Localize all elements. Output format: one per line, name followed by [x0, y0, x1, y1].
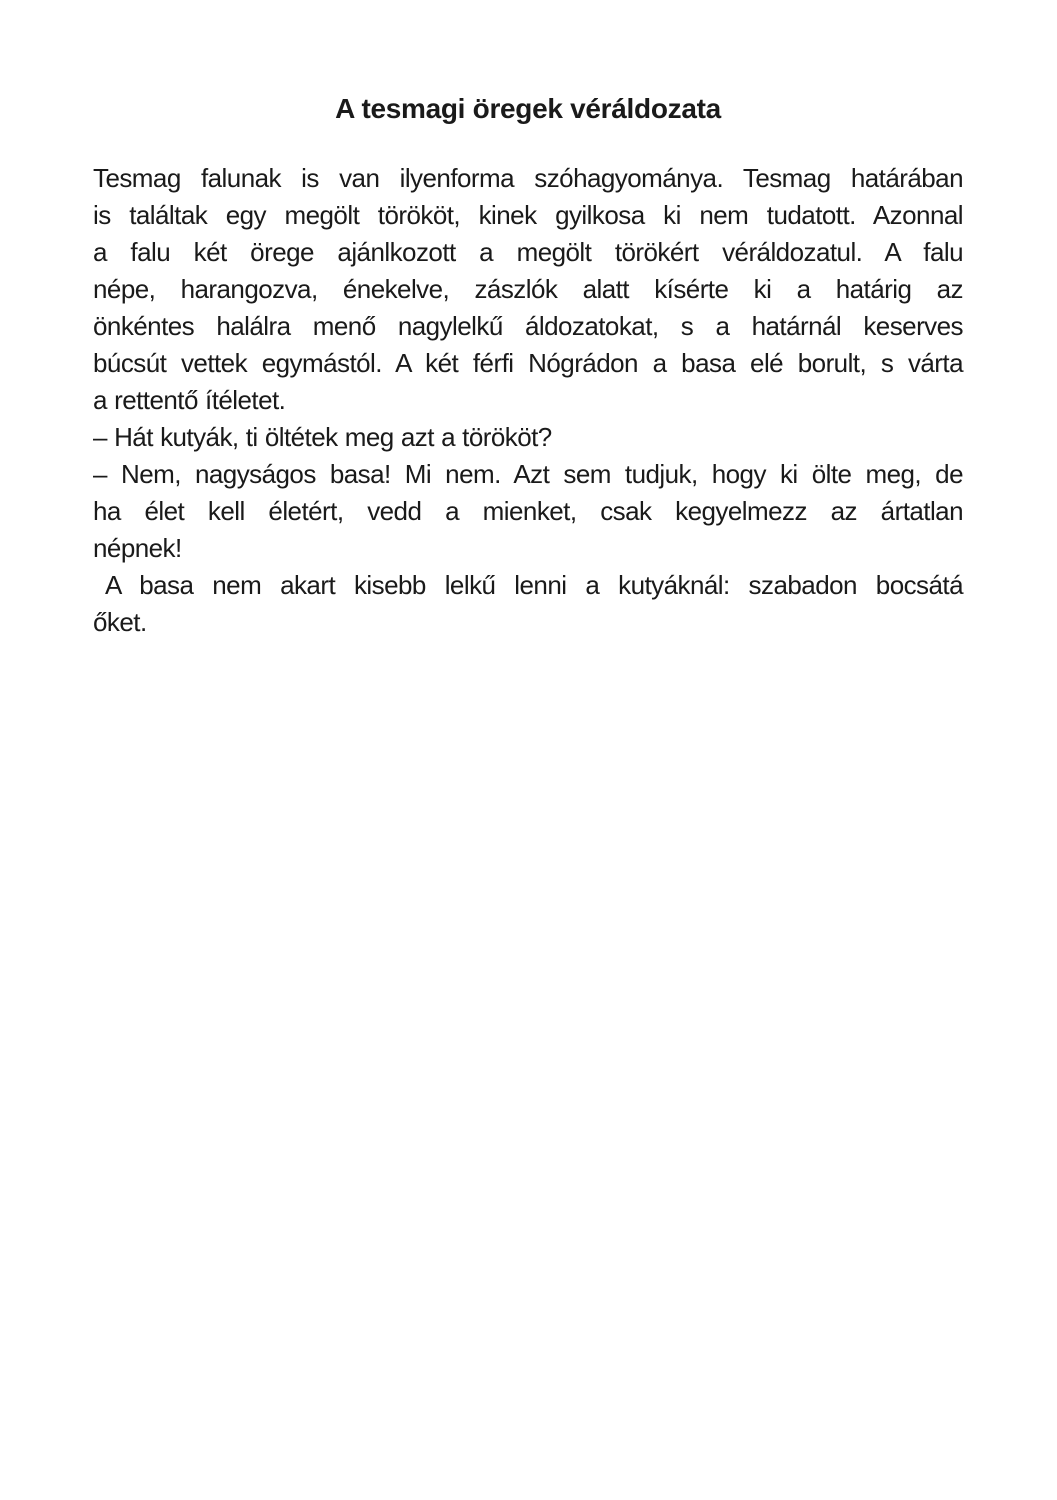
paragraph-dialogue-question	[93, 419, 963, 456]
text-line: Tesmag falunak is van ilyenforma szóhagyománya. Tesmag határában	[93, 163, 963, 193]
document-title: A tesmagi öregek véráldozata	[335, 93, 721, 124]
text-line: búcsút vettek egymástól. A két férfi Nógrádon a basa elé borult, s várta	[93, 348, 963, 378]
paragraph-story	[93, 160, 963, 419]
paragraph-dialogue-answer	[93, 456, 963, 567]
text-line: A basa nem akart kisebb lelkű lenni a kutyáknál: szabadon bocsátá	[105, 570, 963, 600]
text-line: önkéntes halálra menő nagylelkű áldozatokat, s a határnál keserves	[93, 311, 963, 341]
text-line: a rettentő ítéletet.	[93, 385, 286, 415]
text-line: a falu két örege ajánlkozott a megölt törökért véráldozatul. A falu	[93, 237, 963, 267]
text-line: népnek!	[93, 533, 182, 563]
document-page	[93, 90, 963, 641]
text-line: is találtak egy megölt törököt, kinek gyilkosa ki nem tudatott. Azonnal	[93, 200, 963, 230]
text-line: őket.	[93, 607, 147, 637]
text-line: – Hát kutyák, ti öltétek meg azt a törököt?	[93, 422, 552, 452]
paragraph-closing	[93, 567, 963, 641]
text-line: – Nem, nagyságos basa! Mi nem. Azt sem tudjuk, hogy ki ölte meg, de	[93, 459, 963, 489]
text-line: népe, harangozva, énekelve, zászlók alatt kísérte ki a határig az	[93, 274, 963, 304]
text-line: ha élet kell életért, vedd a mienket, csak kegyelmezz az ártatlan	[93, 496, 963, 526]
